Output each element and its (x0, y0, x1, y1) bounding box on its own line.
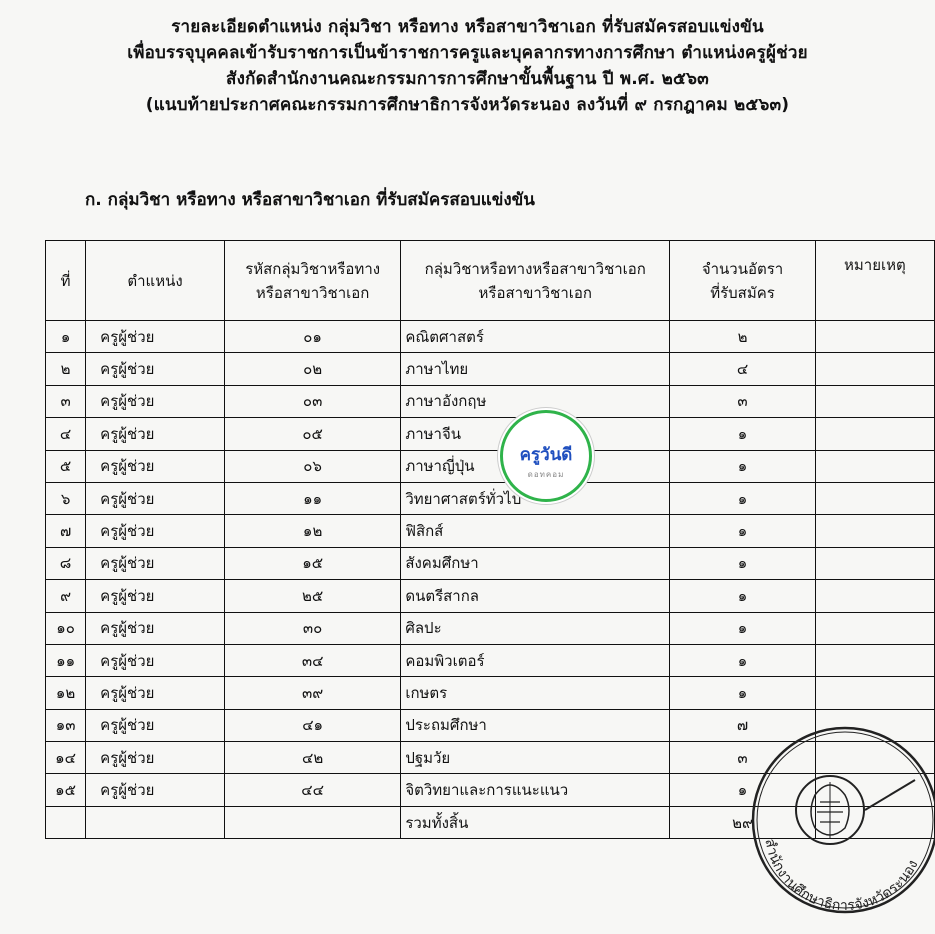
row-no-cell: ๒ (46, 353, 86, 385)
row-code-cell: ๐๒ (224, 353, 400, 385)
garuda-seal-icon (796, 776, 864, 844)
row-note-cell (815, 677, 934, 709)
row-no-cell: ๑๑ (46, 644, 86, 676)
header-count-line-1: จำนวนอัตรา (701, 259, 784, 278)
header-no: ที่ (46, 241, 86, 321)
row-note-cell (815, 515, 934, 547)
row-no-cell: ๓ (46, 385, 86, 417)
row-subject-cell: ภาษาจีน (401, 418, 670, 450)
header-count-line-2: ที่รับสมัคร (710, 283, 775, 302)
row-note-cell (815, 644, 934, 676)
row-subject-cell: จิตวิทยาและการแนะแนว (401, 774, 670, 806)
section-title: ก. กลุ่มวิชา หรือทาง หรือสาขาวิชาเอก ที่รับสมัครสอบแข่งขัน (85, 190, 535, 210)
stamp-text (761, 837, 921, 914)
row-count-cell: ๑ (670, 450, 816, 482)
table-row (46, 547, 935, 579)
row-count-cell: ๗ (670, 709, 816, 741)
row-subject-cell: ศิลปะ (401, 612, 670, 644)
row-no-cell: ๗ (46, 515, 86, 547)
row-no-cell: ๑๕ (46, 774, 86, 806)
row-count-cell: ๓ (670, 385, 816, 417)
row-note-cell (815, 612, 934, 644)
row-subject-cell: สังคมศึกษา (401, 547, 670, 579)
row-code-cell: ๓๙ (224, 677, 400, 709)
document-header (0, 14, 935, 118)
row-code-cell: ๔๑ (224, 709, 400, 741)
header-count (670, 241, 816, 321)
table-row (46, 644, 935, 676)
watermark-main-text: ครูวันดี (519, 445, 573, 465)
table-row (46, 580, 935, 612)
row-position-cell: ครูผู้ช่วย (86, 709, 225, 741)
row-position-cell: ครูผู้ช่วย (86, 612, 225, 644)
row-position-cell: ครูผู้ช่วย (86, 547, 225, 579)
row-subject-cell: คอมพิวเตอร์ (401, 644, 670, 676)
row-no-cell: ๙ (46, 580, 86, 612)
table-row (46, 321, 935, 353)
row-position-cell: ครูผู้ช่วย (86, 418, 225, 450)
row-code-cell: ๑๕ (224, 547, 400, 579)
row-no-cell: ๑๔ (46, 742, 86, 774)
row-code-cell: ๓๔ (224, 644, 400, 676)
row-subject-cell: เกษตร (401, 677, 670, 709)
row-position-cell: ครูผู้ช่วย (86, 353, 225, 385)
header-code-line-1: รหัสกลุ่มวิชาหรือทาง (245, 259, 381, 278)
row-code-cell: ๐๖ (224, 450, 400, 482)
row-count-cell: ๒ (670, 321, 816, 353)
watermark-sub-text: ดอทคอม (527, 470, 565, 479)
row-position-cell: ครูผู้ช่วย (86, 482, 225, 514)
row-code-cell: ๒๕ (224, 580, 400, 612)
row-position-cell: ครูผู้ช่วย (86, 515, 225, 547)
header-subject (401, 241, 670, 321)
table-row (46, 515, 935, 547)
row-position-cell: ครูผู้ช่วย (86, 321, 225, 353)
row-position-cell: ครูผู้ช่วย (86, 450, 225, 482)
row-subject-cell: วิทยาศาสตร์ทั่วไป (401, 482, 670, 514)
row-count-cell: ๑ (670, 677, 816, 709)
header-line-1: รายละเอียดตำแหน่ง กลุ่มวิชา หรือทาง หรือสาขาวิชาเอก ที่รับสมัครสอบแข่งขัน (171, 17, 764, 37)
table-row (46, 482, 935, 514)
row-position-cell: ครูผู้ช่วย (86, 385, 225, 417)
row-note-cell (815, 547, 934, 579)
total-empty-position (86, 806, 225, 838)
watermark-logo (500, 410, 592, 502)
row-count-cell: ๑ (670, 482, 816, 514)
row-count-cell: ๑ (670, 580, 816, 612)
row-count-cell: ๑ (670, 612, 816, 644)
row-note-cell (815, 353, 934, 385)
row-subject-cell: ภาษาญี่ปุ่น (401, 450, 670, 482)
row-count-cell: ๑ (670, 418, 816, 450)
row-code-cell: ๑๒ (224, 515, 400, 547)
row-code-cell: ๓๐ (224, 612, 400, 644)
header-line-2: เพื่อบรรจุบุคคลเข้ารับราชการเป็นข้าราชการครูและบุคลากรทางการศึกษา ตำแหน่งครูผู้ช่วย (127, 43, 808, 63)
row-no-cell: ๑ (46, 321, 86, 353)
header-line-3: สังกัดสำนักงานคณะกรรมการการศึกษาขั้นพื้นฐาน ปี พ.ศ. ๒๕๖๓ (226, 69, 709, 89)
row-subject-cell: คณิตศาสตร์ (401, 321, 670, 353)
row-subject-cell: ภาษาไทย (401, 353, 670, 385)
row-note-cell (815, 385, 934, 417)
row-code-cell: ๔๒ (224, 742, 400, 774)
row-count-cell: ๑ (670, 547, 816, 579)
header-code-line-2: หรือสาขาวิชาเอก (255, 283, 370, 302)
header-note: หมายเหตุ (815, 241, 934, 321)
row-position-cell: ครูผู้ช่วย (86, 742, 225, 774)
row-count-cell: ๑ (670, 774, 816, 806)
row-count-cell: ๑ (670, 515, 816, 547)
row-count-cell: ๔ (670, 353, 816, 385)
row-position-cell: ครูผู้ช่วย (86, 774, 225, 806)
header-code (224, 241, 400, 321)
total-empty-no (46, 806, 86, 838)
row-count-cell: ๑ (670, 644, 816, 676)
table-row (46, 353, 935, 385)
row-no-cell: ๑๓ (46, 709, 86, 741)
total-label: รวมทั้งสิ้น (401, 806, 670, 838)
row-position-cell: ครูผู้ช่วย (86, 677, 225, 709)
row-subject-cell: ประถมศึกษา (401, 709, 670, 741)
stamp-text-path: สำนักงานศึกษาธิการจังหวัดระนอง (761, 837, 922, 915)
official-stamp (745, 720, 935, 930)
row-subject-cell: ปฐมวัย (401, 742, 670, 774)
header-subject-line-2: หรือสาขาวิชาเอก (478, 283, 592, 302)
header-subject-line-1: กลุ่มวิชาหรือทางหรือสาขาวิชาเอก (424, 259, 646, 278)
row-subject-cell: ภาษาอังกฤษ (401, 385, 670, 417)
row-code-cell: ๐๕ (224, 418, 400, 450)
total-empty-code (224, 806, 400, 838)
row-note-cell (815, 418, 934, 450)
table-row (46, 418, 935, 450)
row-note-cell (815, 482, 934, 514)
row-note-cell (815, 450, 934, 482)
table-row (46, 677, 935, 709)
table-row (46, 385, 935, 417)
row-code-cell: ๑๑ (224, 482, 400, 514)
row-position-cell: ครูผู้ช่วย (86, 580, 225, 612)
row-note-cell (815, 580, 934, 612)
row-no-cell: ๔ (46, 418, 86, 450)
row-note-cell (815, 321, 934, 353)
row-subject-cell: ฟิสิกส์ (401, 515, 670, 547)
table-row (46, 612, 935, 644)
table-header-row (46, 241, 935, 321)
row-no-cell: ๘ (46, 547, 86, 579)
header-line-4: (แนบท้ายประกาศคณะกรรมการศึกษาธิการจังหวัดระนอง ลงวันที่ ๙ กรกฎาคม ๒๕๖๓) (145, 95, 790, 115)
row-count-cell: ๓ (670, 742, 816, 774)
row-position-cell: ครูผู้ช่วย (86, 644, 225, 676)
stamp-seal-graphic (745, 720, 935, 930)
row-code-cell: ๐๓ (224, 385, 400, 417)
row-no-cell: ๑๐ (46, 612, 86, 644)
total-value: ๒๙ (670, 806, 816, 838)
row-subject-cell: ดนตรีสากล (401, 580, 670, 612)
row-no-cell: ๕ (46, 450, 86, 482)
row-no-cell: ๑๒ (46, 677, 86, 709)
table-row (46, 450, 935, 482)
row-code-cell: ๐๑ (224, 321, 400, 353)
row-code-cell: ๔๔ (224, 774, 400, 806)
row-no-cell: ๖ (46, 482, 86, 514)
header-position: ตำแหน่ง (86, 241, 225, 321)
